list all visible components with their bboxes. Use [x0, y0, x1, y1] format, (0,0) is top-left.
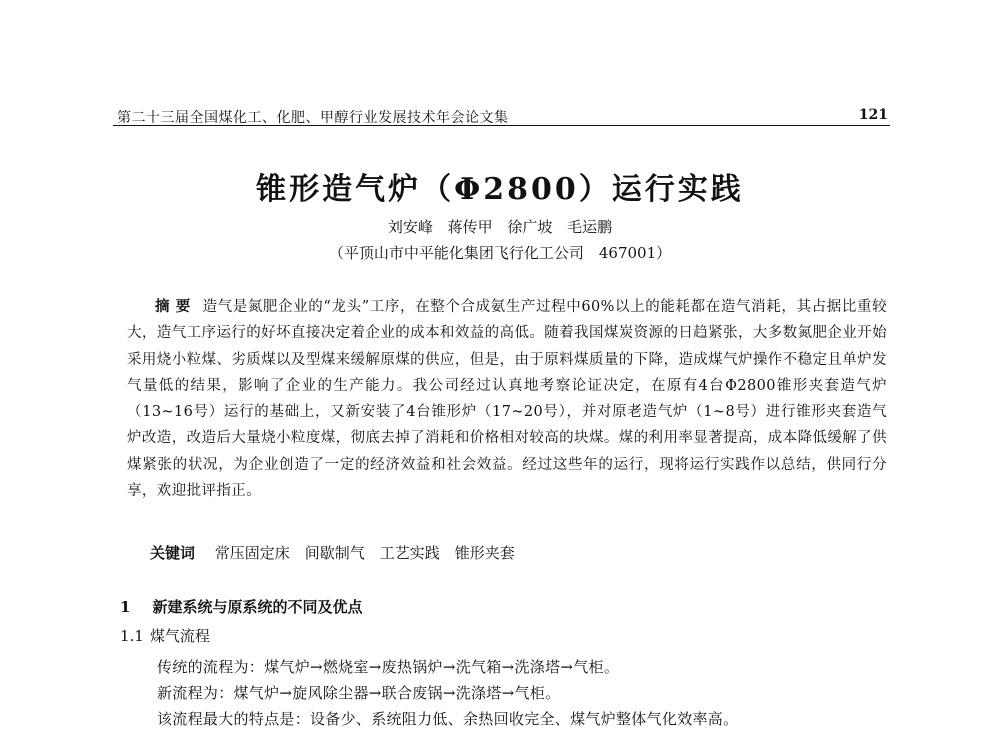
body-paragraph: 该流程最大的特点是：设备少、系统阻力低、余热回收完全、煤气炉整体气化效率高。 [157, 710, 739, 728]
page-number: 121 [858, 107, 888, 123]
authors: 刘安峰 蒋传甲 徐广坡 毛运鹏 [387, 218, 613, 236]
paper-title: 锥形造气炉（Φ2800）运行实践 [256, 172, 744, 207]
abstract-text: 造气是氮肥企业的“龙头”工序，在整个合成氨生产过程中60%以上的能耗都在造气消耗，其占据比重较大，造气工序运行的好坏直接决定着企业的成本和效益的高低。随着我国煤炭资源的日趋紧张，大多数氮肥企业开始采用烧小粒煤、劣质煤以及型煤来缓解原煤的供应，但是，由于原料煤质量的下降，造成煤气炉操作不稳定且单炉发气量低的结果，影响了企业的生产能力。我公司经过认真地考察论证决定，在原有4台Φ2800锥形夹套造气炉（13~16号）运行的基础上，又新安装了4台锥形炉（17~20号），并对原老造气炉（1~8号）进行锥形夹套造气炉改造，改造后大量烧小粒度煤，彻底去掉了消耗和价格相对较高的块煤。煤的利用率显著提高，成本降低缓解了供煤紧张的状况，为企业创造了一定的经济效益和社会效益。经过这些年的运行，现将运行实践作以总结，供同行分享，欢迎批评指正。 [127, 299, 888, 500]
section-title: 新建系统与原系统的不同及优点 [152, 598, 363, 616]
subsection-title: 煤气流程 [149, 627, 210, 645]
subsection-heading [120, 625, 210, 646]
journal-title: 第二十三届全国煤化工、化肥、甲醇行业发展技术年会论文集 [117, 110, 509, 126]
body-paragraph: 新流程为：煤气炉→旋风除尘器→联合废锅→洗涤塔→气柜。 [157, 684, 561, 702]
body-paragraph: 传统的流程为：煤气炉→燃烧室→废热锅炉→洗气箱→洗涤塔→气柜。 [157, 658, 620, 676]
keywords-label: 关键词 [150, 544, 196, 562]
abstract [127, 294, 887, 504]
section-heading [120, 596, 362, 617]
affiliation: （平顶山市中平能化集团飞行化工公司 467001） [328, 244, 672, 262]
running-header [113, 105, 890, 126]
section-number: 1 [120, 598, 131, 616]
keywords [150, 542, 515, 563]
keywords-text: 常压固定床 间歇制气 工艺实践 锥形夹套 [214, 544, 515, 562]
subsection-number: 1.1 [120, 627, 144, 645]
abstract-label: 摘要 [155, 298, 197, 315]
